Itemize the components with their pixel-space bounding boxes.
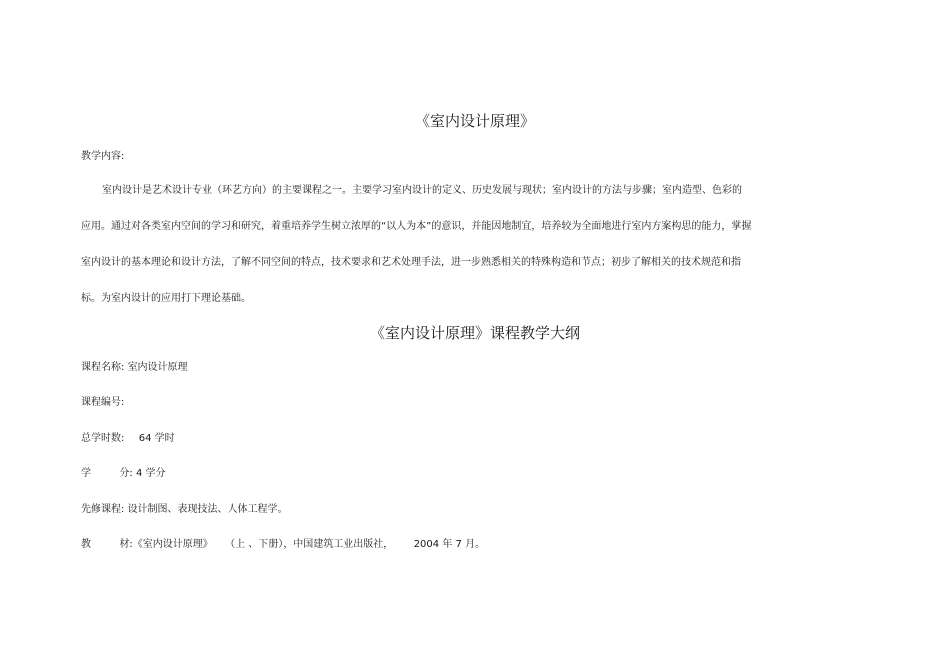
document-title: 《室内设计原理》 xyxy=(414,112,535,130)
textbook-month-unit: 月。 xyxy=(465,539,486,550)
paragraph-line-3: 室内设计的基本理论和设计方法，了解不同空间的特点，技术要求和艺术处理手法，进一步熟悉相关的特殊构造和节点；初步了解相关的技术规范和指 xyxy=(81,257,741,268)
course-name-label: 课程名称: xyxy=(81,362,125,373)
prerequisites-label: 先修课程: xyxy=(81,504,125,515)
prerequisites-value: 设计制图、表现技法、人体工程学。 xyxy=(127,504,288,515)
textbook-year-unit: 年 xyxy=(442,539,453,550)
course-name-row xyxy=(81,361,188,375)
credits-unit: 学分 xyxy=(145,468,166,479)
textbook-row xyxy=(81,538,485,552)
textbook-label-b: 材: xyxy=(119,539,133,550)
credits-value: 4 xyxy=(135,468,143,479)
course-code-label: 课程编号: xyxy=(81,397,125,408)
total-hours-value: 64 xyxy=(138,433,152,444)
textbook-month: 7 xyxy=(455,539,462,550)
content-heading: 教学内容: xyxy=(81,151,125,162)
total-hours-label: 总学时数: xyxy=(81,433,125,444)
course-name-value: 室内设计原理 xyxy=(127,362,188,373)
textbook-year: 2004 xyxy=(413,539,440,550)
course-code-row xyxy=(81,396,124,410)
credits-label-b: 分: xyxy=(119,468,133,479)
paragraph-line-4: 标。为室内设计的应用打下理论基础。 xyxy=(81,293,251,304)
paragraph-line-1: 室内设计是艺术设计专业（环艺方向）的主要课程之一。主要学习室内设计的定义、历史发展与现状；室内设计的方法与步骤；室内造型、色彩的 xyxy=(102,185,742,196)
total-hours-row xyxy=(81,432,175,446)
credits-row xyxy=(81,467,166,481)
textbook-book: 《室内设计原理》 xyxy=(132,539,213,550)
credits-label-a: 学 xyxy=(81,468,91,479)
textbook-label-a: 教 xyxy=(81,539,91,550)
prerequisites-row xyxy=(81,503,288,517)
total-hours-unit: 学时 xyxy=(154,433,175,444)
paragraph-line-2: 应用。通过对各类室内空间的学习和研究，着重培养学生树立浓厚的“以人为本”的意识，并能因地制宜，培养较为全面地进行室内方案构思的能力，掌握 xyxy=(81,221,752,232)
textbook-publisher: ，中国建筑工业出版社， xyxy=(283,539,394,550)
syllabus-title: 《室内设计原理》课程教学大纲 xyxy=(369,324,580,342)
textbook-volumes: （上 、下册） xyxy=(225,539,284,550)
